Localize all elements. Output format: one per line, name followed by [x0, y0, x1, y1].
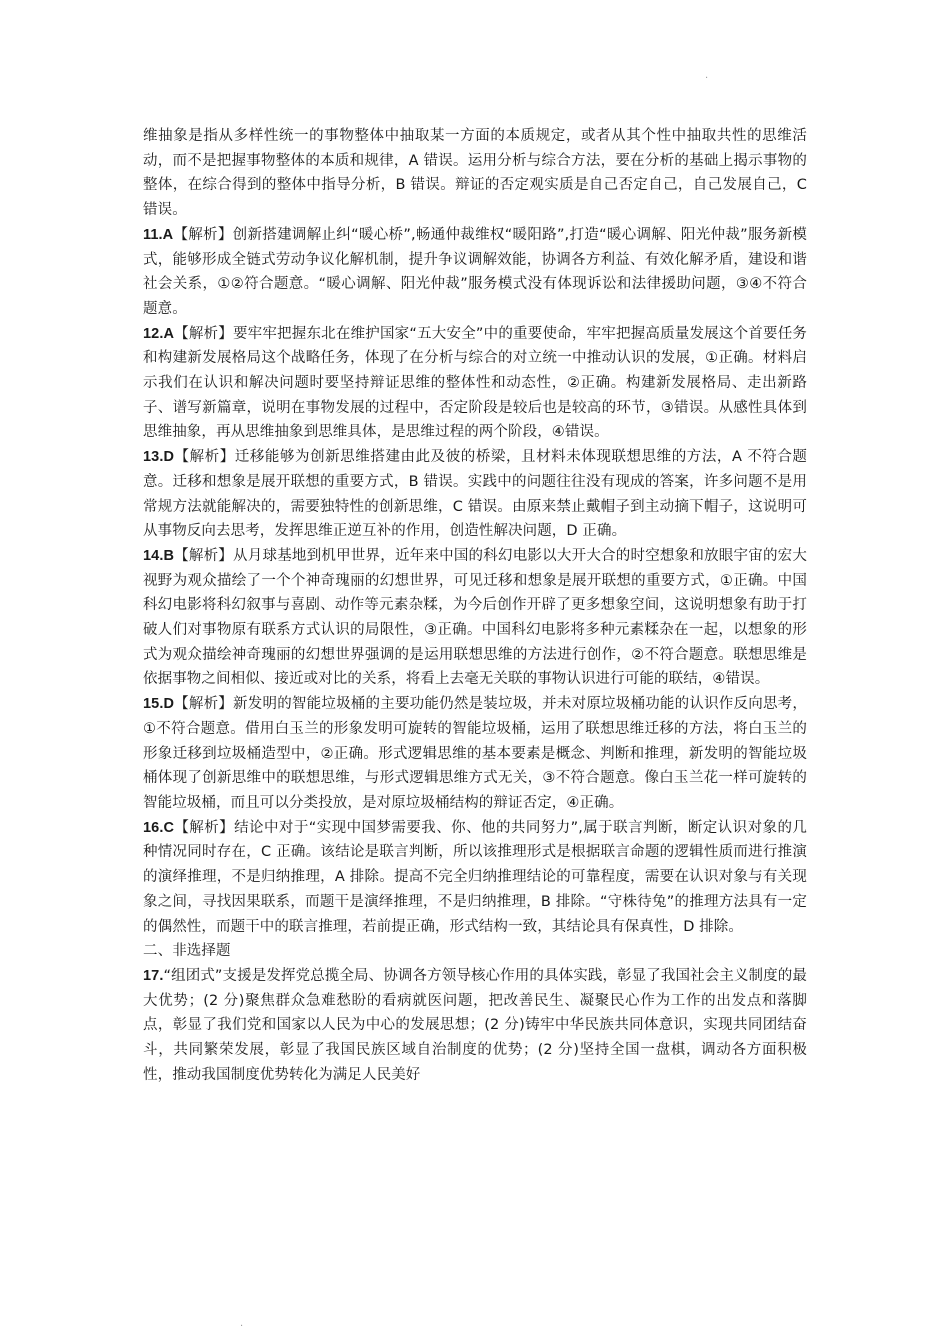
paragraph-continuation — [143, 124, 807, 223]
answer-14 — [143, 544, 807, 692]
paragraph-text: 【解析】迁移能够为创新思维搭建由此及彼的桥梁，且材料未体现联想思维的方法，A 不符合题意。迁移和想象是展开联想的重要方式，B 错误。实践中的问题往往没有现成的答案，许多问题不是用常规方法就能解决的，需要独特性的创新思维，C 错误。由原来禁止戴帽子到主动摘下帽子，这说明可从事物反向去思考，发挥思维正逆互补的作用，创造性解决问题，D 正确。 — [143, 449, 807, 540]
question-number: 11.A — [143, 226, 174, 243]
answer-13 — [143, 445, 807, 544]
paragraph-text: 维抽象是指从多样性统一的事物整体中抽取某一方面的本质规定，或者从其个性中抽取共性的思维活动，而不是把握事物整体的本质和规律，A 错误。运用分析与综合方法，要在分析的基础上揭示事物的整体，在综合得到的整体中指导分析，B 错误。辩证的否定观实质是自己否定自己，自己发展自己，C 错误。 — [143, 128, 807, 219]
paragraph-text: 【解析】从月球基地到机甲世界，近年来中国的科幻电影以大开大合的时空想象和放眼宇宙的宏大视野为观众描绘了一个个神奇瑰丽的幻想世界，可见迁移和想象是展开联想的重要方式，①正确。中国科幻电影将科幻叙事与喜剧、动作等元素杂糅，为今后创作开辟了更多想象空间，这说明想象有助于打破人们对事物原有联系方式认识的局限性，③正确。中国科幻电影将多种元素糅杂在一起，以想象的形式为观众描绘神奇瑰丽的幻想世界强调的是运用联想思维的方法进行创作，②不符合题意。联想思维是依据事物之间相似、接近或对比的关系，将看上去毫无关联的事物认识进行可能的联结，④错误。 — [143, 547, 807, 688]
paragraph-text: “组团式”支援是发挥党总揽全局、协调各方领导核心作用的具体实践，彰显了我国社会主义制度的最大优势；(2 分)聚焦群众急难愁盼的看病就医问题，把改善民生、凝聚民心作为工作的出发点和落脚点，彰显了我们党和国家以人民为中心的发展思想；(2 分)铸牢中华民族共同体意识，实现共同团结奋斗，共同繁荣发展，彰显了我国民族区域自治制度的优势；(2 分)坚持全国一盘棋，调动各方面积极性，推动我国制度优势转化为满足人民美好 — [143, 967, 807, 1083]
corner-mark: · — [705, 73, 709, 84]
question-number: 17. — [143, 967, 164, 984]
answer-text-body — [143, 124, 807, 1087]
answer-11 — [143, 223, 807, 322]
answer-15 — [143, 692, 807, 816]
question-number: 14.B — [143, 547, 175, 564]
answer-16 — [143, 816, 807, 940]
question-number: 16.C — [143, 819, 175, 836]
answer-12 — [143, 322, 807, 446]
paragraph-text: 【解析】要牢牢把握东北在维护国家“五大安全”中的重要使命，牢牢把握高质量发展这个首要任务和构建新发展格局这个战略任务，体现了在分析与综合的对立统一中推动认识的发展，①正确。材料启示我们在认识和解决问题时要坚持辩证思维的整体性和动态性，②正确。构建新发展格局、走出新路子、谱写新篇章，说明在事物发展的过程中，否定阶段是较后也是较高的环节，③错误。从感性具体到思维抽象，再从思维抽象到思维具体，是思维过程的两个阶段，④错误。 — [143, 325, 807, 441]
question-number: 12.A — [143, 325, 175, 342]
bottom-mark: · — [240, 1321, 244, 1332]
section-heading-text: 二、非选择题 — [143, 943, 231, 960]
section-heading — [143, 939, 807, 964]
question-number: 15.D — [143, 696, 175, 713]
paragraph-text: 【解析】创新搭建调解止纠“暖心桥”,畅通仲裁维权“暖阳路”,打造“暖心调解、阳光仲裁”服务新模式，能够形成全链式劳动争议化解机制，提升争议调解效能，协调各方利益、有效化解矛盾，建设和谐社会关系，①②符合题意。“暖心调解、阳光仲裁”服务模式没有体现诉讼和法律援助问题，③④不符合题意。 — [143, 226, 807, 317]
question-number: 13.D — [143, 449, 175, 466]
paragraph-text: 【解析】新发明的智能垃圾桶的主要功能仍然是装垃圾，并未对原垃圾桶功能的认识作反向思考，①不符合题意。借用白玉兰的形象发明可旋转的智能垃圾桶，运用了联想思维迁移的方法，将白玉兰的形象迁移到垃圾桶造型中，②正确。形式逻辑思维的基本要素是概念、判断和推理，新发明的智能垃圾桶体现了创新思维中的联想思维，与形式逻辑思维方式无关，③不符合题意。像白玉兰花一样可旋转的智能垃圾桶，而且可以分类投放，是对原垃圾桶结构的辩证否定，④正确。 — [143, 696, 807, 811]
paragraph-text: 【解析】结论中对于“实现中国梦需要我、你、他的共同努力”,属于联言判断，断定认识对象的几种情况同时存在，C 正确。该结论是联言判断，所以该推理形式是根据联言命题的逻辑性质而进行推演的演绎推理，不是归纳推理，A 排除。提高不完全归纳推理结论的可靠程度，需要在认识对象与有关现象之间，寻找因果联系，而题干是演绎推理，不是归纳推理，B 排除。“守株待兔”的推理方法具有一定的偶然性，而题干中的联言推理，若前提正确，形式结构一致，其结论具有保真性，D 排除。 — [143, 819, 807, 935]
answer-17 — [143, 964, 807, 1088]
